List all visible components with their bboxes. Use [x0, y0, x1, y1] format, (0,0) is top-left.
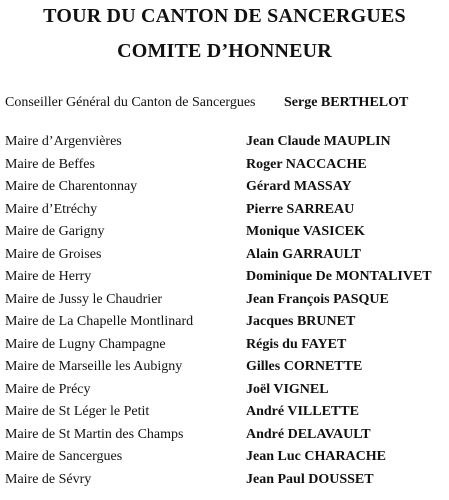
- conseiller-role: Conseiller Général du Canton de Sancergues: [5, 95, 256, 110]
- maire-name: Jacques BRUNET: [246, 314, 356, 329]
- maire-role: Maire d’Etréchy: [5, 201, 98, 217]
- maire-row: [0, 289, 449, 311]
- maire-name: Alain GARRAULT: [246, 246, 362, 262]
- maire-role: Maire de Lugny Champagne: [5, 336, 166, 352]
- maire-row: [0, 176, 449, 198]
- maire-name: Jean Claude MAUPLIN: [246, 134, 391, 149]
- maire-row: [0, 356, 449, 378]
- document-subtitle: COMITE D’HONNEUR: [117, 40, 332, 62]
- maire-name: Dominique De MONTALIVET: [246, 269, 432, 284]
- maire-row: [0, 401, 449, 423]
- maire-role: Maire de La Chapelle Montlinard: [5, 314, 194, 329]
- maire-row: [0, 154, 449, 176]
- maire-name: Roger NACCACHE: [246, 156, 367, 172]
- maire-name: Gilles CORNETTE: [246, 359, 363, 374]
- maire-name: André VILLETTE: [246, 404, 359, 419]
- maire-role: Maire de Précy: [5, 381, 91, 397]
- maire-name: Régis du FAYET: [246, 336, 347, 352]
- maire-role: Maire de Sévry: [5, 471, 92, 487]
- maire-row: [0, 446, 449, 468]
- maire-role: Maire de St Martin des Champs: [5, 426, 184, 442]
- maire-row: [0, 469, 449, 491]
- maire-name: Pierre SARREAU: [246, 201, 355, 217]
- maire-row: [0, 379, 449, 401]
- conseiller-row: [0, 92, 449, 114]
- maire-role: Maire de Herry: [5, 269, 92, 284]
- maire-role: Maire de Charentonnay: [5, 179, 138, 194]
- maire-name: Joël VIGNEL: [246, 381, 329, 397]
- maire-role: Maire de Jussy le Chaudrier: [5, 291, 163, 307]
- maire-row: [0, 131, 449, 153]
- maire-role: Maire de Beffes: [5, 156, 95, 172]
- maire-name: Jean Paul DOUSSET: [246, 471, 374, 487]
- maire-name: Gérard MASSAY: [246, 179, 352, 194]
- maire-row: [0, 221, 449, 243]
- maire-row: [0, 266, 449, 288]
- maire-row: [0, 199, 449, 221]
- maire-name: Jean François PASQUE: [246, 291, 389, 307]
- maire-row: [0, 244, 449, 266]
- maire-role: Maire de Garigny: [5, 224, 105, 239]
- maire-row: [0, 424, 449, 446]
- maire-role: Maire de Groises: [5, 246, 102, 262]
- maire-role: Maire de Sancergues: [5, 449, 123, 464]
- maire-name: Monique VASICEK: [246, 224, 365, 239]
- conseiller-name: Serge BERTHELOT: [284, 95, 409, 110]
- maire-row: [0, 311, 449, 333]
- maire-role: Maire de St Léger le Petit: [5, 404, 150, 419]
- document-title: TOUR DU CANTON DE SANCERGUES: [43, 5, 406, 27]
- maire-name: André DELAVAULT: [246, 426, 371, 442]
- maire-role: Maire d’Argenvières: [5, 134, 122, 149]
- maire-row: [0, 334, 449, 356]
- maire-role: Maire de Marseille les Aubigny: [5, 359, 183, 374]
- maire-name: Jean Luc CHARACHE: [246, 449, 387, 464]
